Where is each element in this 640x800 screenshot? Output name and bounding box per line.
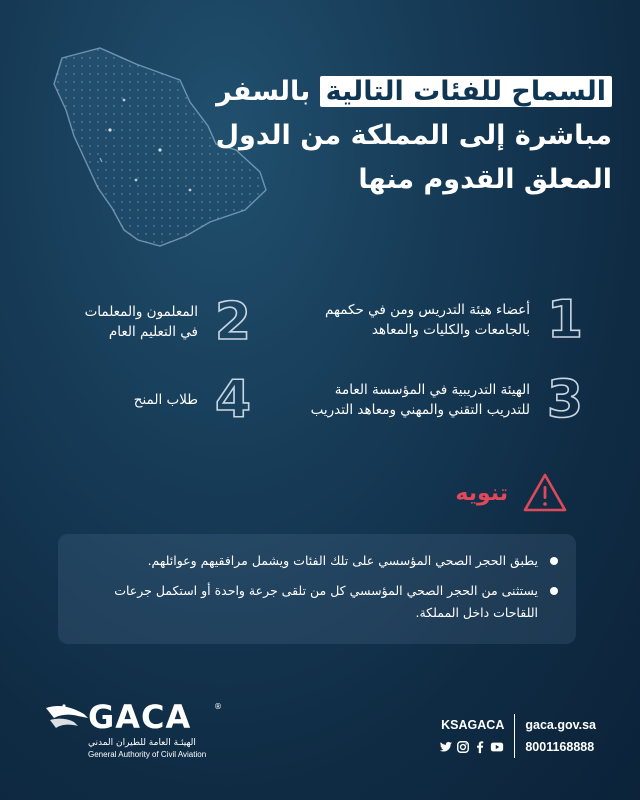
youtube-icon[interactable] <box>490 740 504 754</box>
item-4-line-1: طلاب المنح <box>133 392 198 408</box>
item-number-4: 4 <box>214 370 252 430</box>
category-item-2 <box>85 294 256 350</box>
item-1-line-2: بالجامعات والكليات والمعاهد <box>371 322 530 338</box>
warning-heading <box>455 472 568 514</box>
website-link[interactable]: gaca.gov.sa <box>525 718 596 732</box>
title-line-2: مباشرة إلى المملكة من الدول <box>215 120 612 151</box>
item-1-line-1: أعضاء هيئة التدريس ومن في حكمهم <box>325 302 530 318</box>
note-text-2: يستثنى من الحجر الصحي المؤسسي كل من تلقى جرعة واحدة أو استكمل جرعات اللقاحات داخل المملكة. <box>114 583 538 620</box>
bullet-dot <box>550 557 558 565</box>
item-text-3 <box>311 380 530 420</box>
social-column <box>439 714 514 758</box>
social-icons <box>439 736 504 758</box>
footer-contact <box>439 714 596 758</box>
warning-triangle-icon <box>522 472 568 514</box>
facebook-icon[interactable] <box>473 740 487 754</box>
logo-wordmark: GACA <box>88 698 192 736</box>
notes-box <box>58 534 576 644</box>
bullet-dot <box>550 587 558 595</box>
social-handle: KSAGACA <box>441 718 505 732</box>
item-number-3: 3 <box>546 370 584 430</box>
instagram-icon[interactable] <box>456 740 470 754</box>
title-line-1-rest: بالسفر <box>216 76 311 107</box>
note-text-1: يطبق الحجر الصحي المؤسسي على تلك الفئات ويشمل مرافقيهم وعوائلهم. <box>147 553 538 568</box>
item-3-line-2: للتدريب التقني والمهني ومعاهد التدريب <box>310 402 530 418</box>
item-number-1: 1 <box>546 290 584 350</box>
contact-column <box>514 714 596 758</box>
title-line-3: المعلق القدوم منها <box>358 164 612 195</box>
gaca-logo <box>44 700 244 760</box>
category-item-3 <box>311 372 588 428</box>
twitter-icon[interactable] <box>439 740 453 754</box>
page-title <box>192 70 612 202</box>
title-highlight: السماح للفئات التالية <box>320 76 612 107</box>
logo-registered-mark: ® <box>214 702 222 711</box>
item-text-2 <box>85 302 198 342</box>
item-text-1 <box>325 300 530 340</box>
logo-arabic-name: الهيئـة العامة للطيران المدني <box>88 738 196 748</box>
warning-title: تنويه <box>455 480 508 506</box>
phone-number[interactable]: 8001168888 <box>525 740 595 754</box>
logo-english-name: General Authority of Civil Aviation <box>88 750 207 759</box>
item-number-2: 2 <box>214 292 252 352</box>
title-line-1 <box>192 70 612 114</box>
item-2-line-2: في التعليم العام <box>108 324 198 340</box>
item-3-line-1: الهيئة التدريبية في المؤسسة العامة <box>334 382 530 398</box>
category-item-1 <box>325 292 588 348</box>
item-text-4 <box>134 390 198 410</box>
item-2-line-1: المعلمون والمعلمات <box>84 304 198 320</box>
note-item <box>76 580 558 624</box>
note-item <box>76 550 558 572</box>
category-item-4 <box>134 372 256 428</box>
